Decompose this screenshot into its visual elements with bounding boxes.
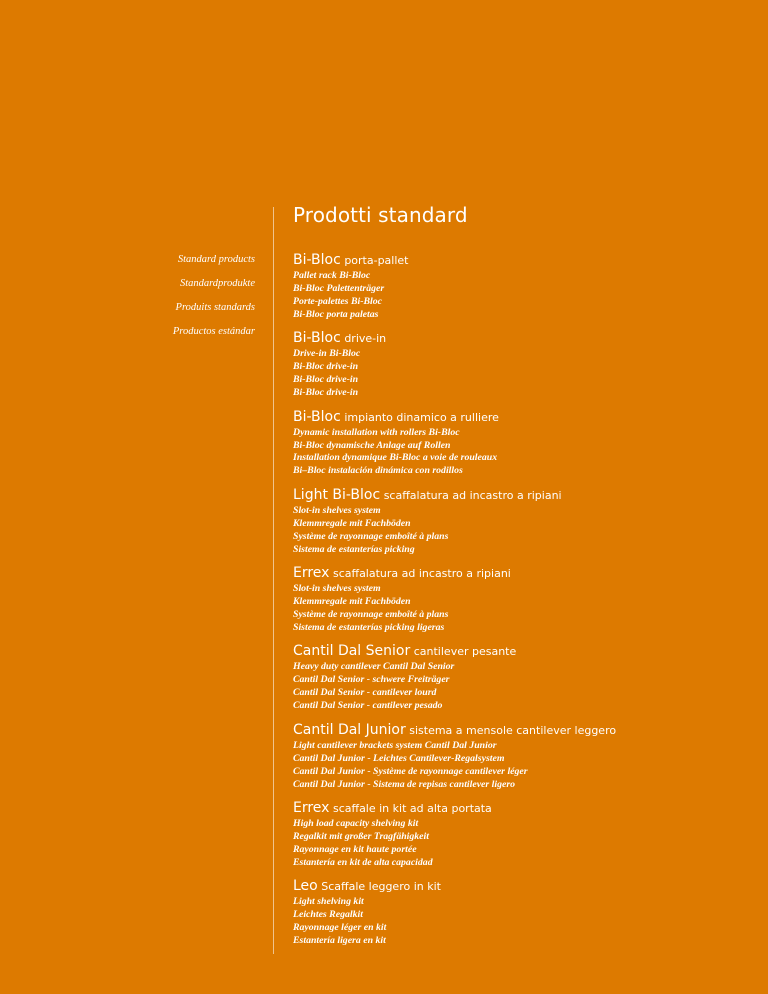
translation-de: Leichtes Regalkit — [293, 909, 363, 921]
language-title-es: Productos estándar — [172, 326, 255, 337]
language-title-de: Standardprodukte — [179, 278, 255, 289]
translation-fr: Installation dynamique Bi-Bloc a voie de rouleaux — [293, 452, 498, 464]
product-title — [293, 877, 753, 896]
vertical-divider — [273, 207, 274, 954]
translation-fr: Système de rayonnage emboîté à plans — [293, 609, 449, 620]
translation-fr: Rayonnage en kit haute portée — [293, 843, 417, 855]
translation-fr: Rayonnage léger en kit — [293, 922, 387, 934]
translation-en: Slot-in shelves system — [293, 504, 381, 516]
translation-en: Heavy duty cantilever Cantil Dal Senior — [293, 661, 455, 673]
product-type: porta-pallet — [344, 254, 409, 267]
page-title: Prodotti standard — [293, 203, 468, 227]
translation-fr: Système de rayonnage emboîté à plans — [293, 530, 449, 542]
product-type: cantilever pesante — [413, 645, 517, 659]
product-type: scaffale in kit ad alta portata — [332, 802, 492, 816]
translation-es: Bi-Bloc drive-in — [293, 387, 359, 399]
product-name: Cantil Dal Junior — [293, 721, 406, 738]
product-list — [293, 251, 753, 956]
product-title — [293, 486, 753, 505]
translation-de: Bi-Bloc Palettenträger — [293, 282, 385, 294]
product-item — [293, 251, 753, 329]
product-name: Leo — [293, 878, 318, 895]
product-type: scaffalatura ad incastro a ripiani — [332, 567, 511, 581]
product-type: Scaffale leggero in kit — [321, 880, 441, 894]
translation-fr: Porte-palettes Bi-Bloc — [293, 295, 382, 307]
translation-en: Pallet rack Bi-Bloc — [293, 270, 371, 281]
translation-es: Sistema de estanterías picking ligeras — [293, 621, 445, 633]
product-title — [293, 642, 753, 661]
product-type: drive-in — [344, 332, 387, 346]
language-title-fr: Produits standards — [175, 302, 255, 313]
product-title — [293, 329, 753, 348]
translation-es: Bi–Bloc instalación dinámica con rodillos — [293, 465, 463, 477]
product-type: impianto dinamico a rulliere — [344, 410, 499, 424]
product-type: scaffalatura ad incastro a ripiani — [383, 488, 562, 502]
translation-es: Sistema de estanterías picking — [293, 543, 415, 555]
translation-en: Dynamic installation with rollers Bi-Bloc — [293, 426, 460, 438]
translation-es: Cantil Dal Junior - Sistema de repisas cantilever ligero — [293, 778, 516, 790]
translation-de: Klemmregale mit Fachböden — [293, 517, 411, 529]
translation-de: Klemmregale mit Fachböden — [293, 596, 411, 608]
product-item — [293, 642, 753, 720]
product-title — [293, 721, 753, 740]
translation-de: Cantil Dal Junior - Leichtes Cantilever-Regalsystem — [293, 752, 505, 764]
product-name: Bi-Bloc — [293, 330, 341, 347]
product-name: Errex — [293, 565, 330, 582]
product-title — [293, 799, 753, 818]
product-item — [293, 408, 753, 486]
product-item — [293, 486, 753, 564]
translation-es: Estantería en kit de alta capacidad — [293, 856, 433, 868]
product-title — [293, 408, 753, 427]
translation-en: High load capacity shelving kit — [293, 818, 419, 830]
translation-es: Bi-Bloc porta paletas — [293, 308, 379, 320]
product-item — [293, 329, 753, 407]
translation-de: Bi-Bloc dynamische Anlage auf Rollen — [293, 439, 451, 451]
product-item — [293, 799, 753, 877]
product-title — [293, 251, 753, 270]
translation-de: Regalkit mit großer Tragfähigkeit — [293, 830, 429, 842]
product-name: Bi-Bloc — [293, 252, 341, 268]
product-item — [293, 564, 753, 642]
translation-es: Estantería ligera en kit — [293, 935, 386, 947]
product-name: Bi-Bloc — [293, 408, 341, 425]
translation-fr: Bi-Bloc drive-in — [293, 374, 359, 386]
translation-en: Drive-in Bi-Bloc — [293, 348, 361, 360]
translation-en: Light shelving kit — [293, 896, 364, 908]
translation-fr: Cantil Dal Senior - cantilever lourd — [293, 687, 437, 699]
translation-de: Bi-Bloc drive-in — [293, 361, 359, 373]
product-name: Errex — [293, 800, 330, 817]
product-name: Light Bi-Bloc — [293, 486, 381, 503]
translation-en: Slot-in shelves system — [293, 583, 381, 595]
language-titles — [173, 253, 255, 349]
translation-es: Cantil Dal Senior - cantilever pesado — [293, 700, 443, 712]
product-type: sistema a mensole cantilever leggero — [409, 723, 617, 737]
translation-de: Cantil Dal Senior - schwere Freiträger — [293, 674, 450, 686]
product-name: Cantil Dal Senior — [293, 643, 411, 660]
translation-fr: Cantil Dal Junior - Système de rayonnage cantilever léger — [293, 765, 528, 777]
product-item — [293, 721, 753, 799]
language-title-en: Standard products — [177, 254, 255, 265]
product-item — [293, 877, 753, 955]
translation-en: Light cantilever brackets system Cantil Dal Junior — [293, 739, 497, 751]
product-title — [293, 564, 753, 583]
